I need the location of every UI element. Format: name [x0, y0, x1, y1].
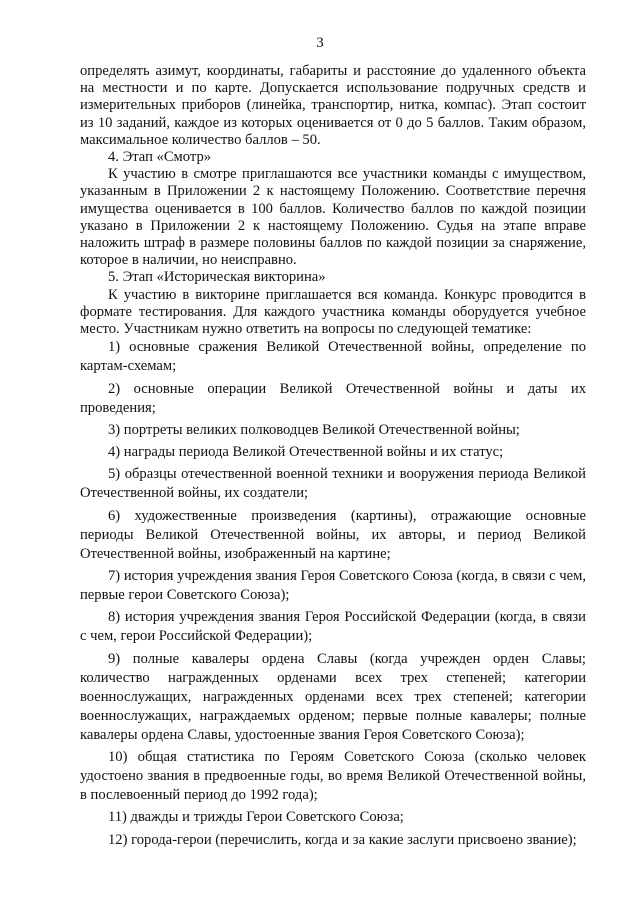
list-item: 2) основные операции Великой Отечественной войны и даты их проведения;: [80, 380, 586, 416]
quiz-topics-list: [80, 338, 586, 849]
paragraph-orienteering-continuation: определять азимут, координаты, габариты и расстояние до удаленного объекта на местности и по карте. Допускается использование подручных средств и измерительных приборов (линейка, транспортир, нитка, компас). Этап состоит из 10 заданий, каждое из которых оценивается от 0 до 5 баллов. Таким образом, максимальное количество баллов – 50.: [80, 63, 586, 148]
list-item: 5) образцы отечественной военной техники и вооружения периода Великой Отечественной войны, их создатели;: [80, 466, 586, 502]
list-item: 10) общая статистика по Героям Советского Союза (сколько человек удостоено звания в предвоенные годы, во время Великой Отечественной войны, в послевоенный период до 1992 года);: [80, 748, 586, 803]
list-item: 1) основные сражения Великой Отечественной войны, определение по картам-схемам;: [80, 339, 586, 375]
page-number: 3: [316, 35, 324, 51]
list-item: 3) портреты великих полководцев Великой Отечественной войны;: [108, 421, 520, 438]
paragraph-inspection: К участию в смотре приглашаются все участники команды с имуществом, указанным в Приложении 2 к настоящему Положению. Соответствие перечня имущества оценивается в 100 баллов. Количество баллов по каждой позиции указано в Приложении 2 к настоящему Положению. Судья на этапе вправе наложить штраф в размере половины баллов по каждой позиции за снаряжение, которое в наличии, но неисправно.: [80, 166, 586, 269]
list-item: 11) дважды и трижды Герои Советского Союза;: [108, 809, 404, 826]
list-item: 8) история учреждения звания Героя Российской Федерации (когда, в связи с чем, герои Российской Федерации);: [80, 609, 586, 645]
section-heading-inspection: 4. Этап «Смотр»: [108, 149, 212, 166]
paragraph-history-quiz: К участию в викторине приглашается вся команда. Конкурс проводится в формате тестирования. Для каждого участника команды оборудуется учебное место. Участникам нужно ответить на вопросы по следующей тематике:: [80, 286, 586, 338]
list-item: 4) награды периода Великой Отечественной войны и их статус;: [108, 444, 504, 461]
section-heading-history-quiz: 5. Этап «Историческая викторина»: [108, 269, 326, 286]
list-item: 6) художественные произведения (картины), отражающие основные периоды Великой Отечественной войны, их авторы, и период Великой Отечественной войны, изображенный на картине;: [80, 507, 586, 562]
list-item: 12) города-герои (перечислить, когда и за какие заслуги присвоено звание);: [108, 831, 577, 848]
list-item: 9) полные кавалеры ордена Славы (когда учрежден орден Славы; количество награжденных орденами всех трех степеней; категории военнослужащих, награжденных орденами всех трех степеней; категории военнослужащих, награждаемых орденом; первые полные кавалеры; полные кавалеры ордена Славы, удостоенные звания Героя Советского Союза);: [80, 650, 586, 743]
list-item: 7) история учреждения звания Героя Советского Союза (когда, в связи с чем, первые герои Советского Союза);: [80, 568, 586, 604]
document-body: [80, 63, 586, 850]
